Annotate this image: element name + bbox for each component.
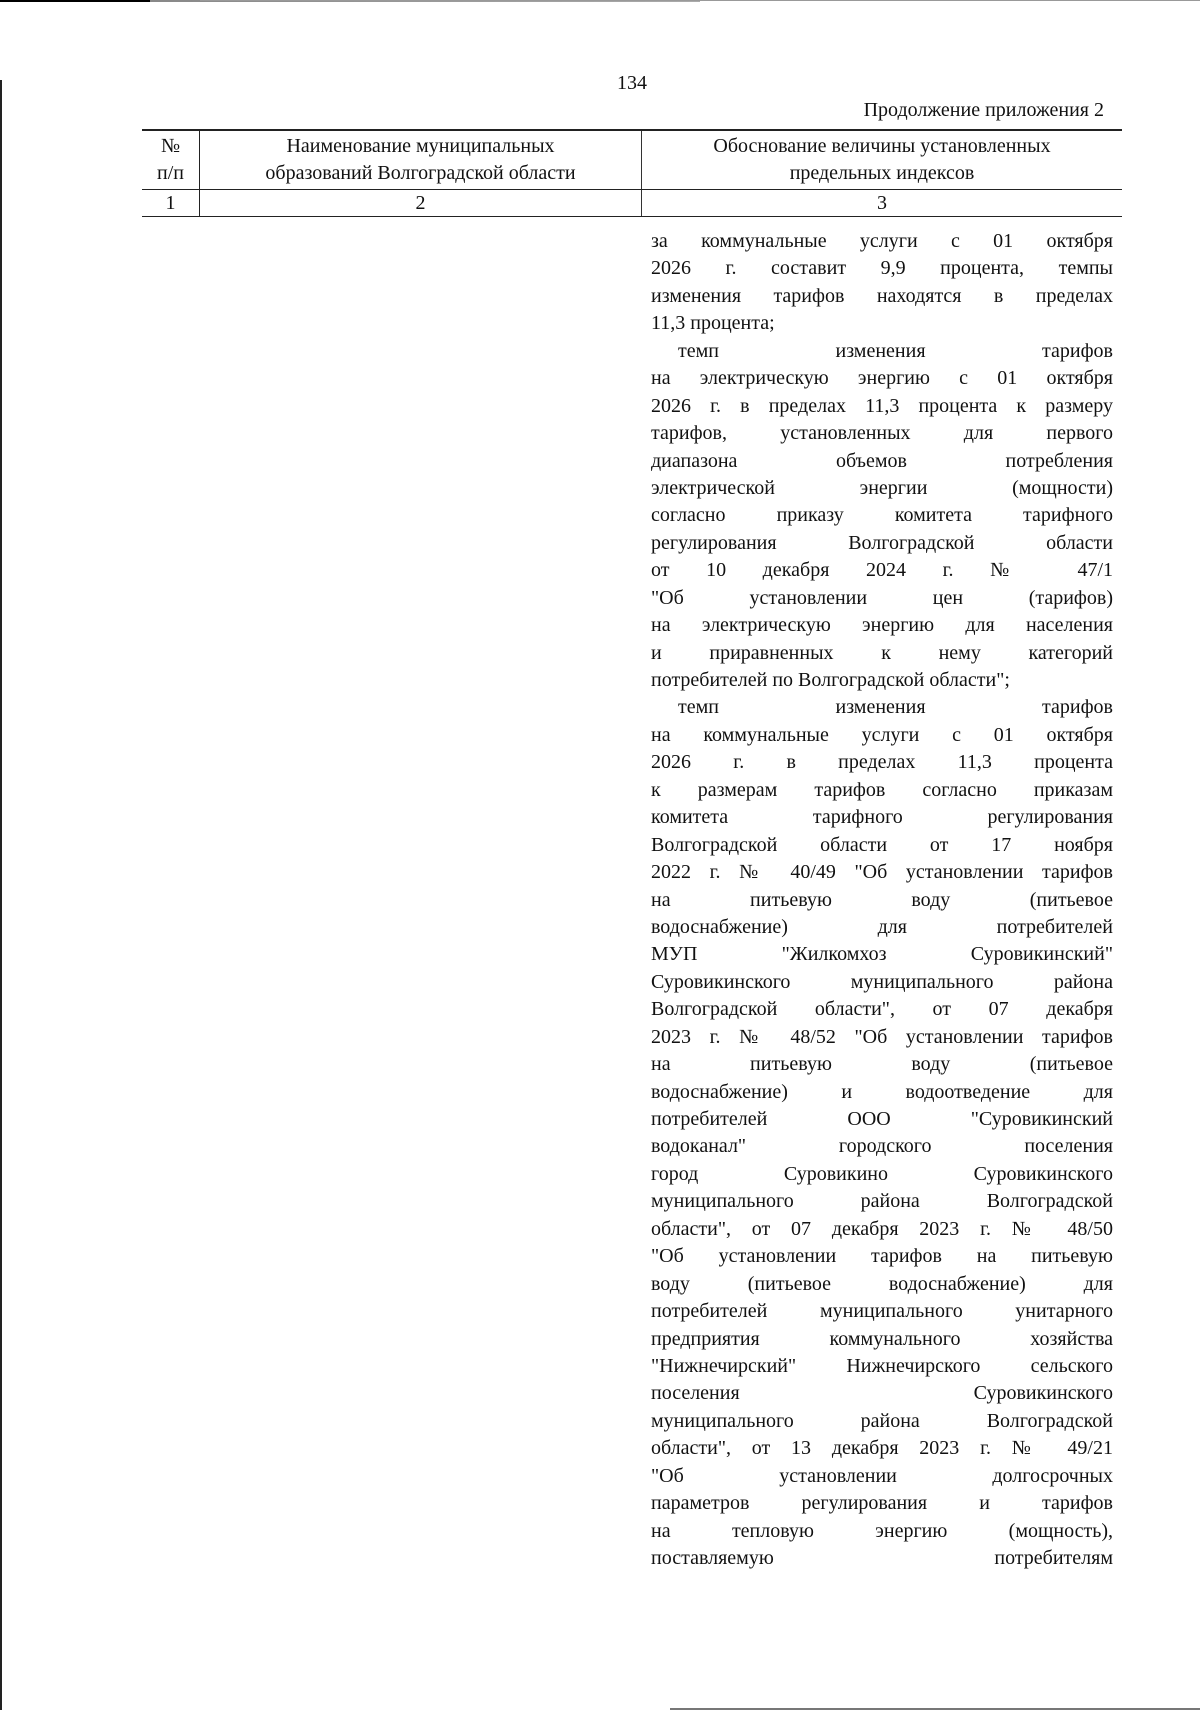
appendix-continuation-note: Продолжение приложения 2 [863,99,1104,121]
text-line: город Суровикино Суровикинского [651,1162,1113,1185]
text-line: водоканал" городского поселения [651,1135,1113,1158]
text-line: 2022 г. № 40/49 "Об установлении тарифов [651,861,1113,884]
text-line: электрической энергии (мощности) [651,476,1113,499]
text-line: 2026 г. составит 9,9 процента, темпы [651,257,1113,280]
text-line: муниципального района Волгоградской [651,1190,1113,1213]
text-line: потребителей ООО "Суровикинский [651,1108,1113,1130]
header-municipality-line-2: образований Волгоградской области [265,162,576,184]
text-line: на питьевую воду (питьевое [651,888,1113,911]
header-justification-line-1: Обоснование величины установленных [713,135,1051,157]
text-line: "Об установлении тарифов на питьевую [651,1245,1113,1268]
column-number-2: 2 [199,190,641,216]
column-number-1: 1 [165,192,176,214]
text-line: области", от 07 декабря 2023 г. № 48/50 [651,1217,1113,1240]
text-line: Суровикинского муниципального района [651,970,1113,993]
text-line: "Нижнечирский" Нижнечирского сельского [651,1354,1113,1377]
header-number-line-2: п/п [157,162,184,184]
text-line: темп изменения тарифов [678,696,1113,719]
text-line: на питьевую воду (питьевое [651,1053,1113,1076]
text-line: за коммунальные услуги с 01 октября [651,230,1113,252]
text-line: МУП "Жилкомхоз Суровикинский" [651,943,1113,966]
text-line: предприятия коммунального хозяйства [651,1327,1113,1350]
scan-artifact-left-edge [0,80,2,1710]
text-line: на тепловую энергию (мощность), [651,1519,1113,1542]
text-line: от 10 декабря 2024 г. № 47/1 [651,559,1113,582]
text-line: воду (питьевое водоснабжение) для [651,1272,1113,1295]
column-number-row [142,190,1122,217]
header-municipality-line-1: Наименование муниципальных [286,135,555,157]
text-line: поставляемую потребителям [651,1547,1113,1569]
text-line: Волгоградской области", от 07 декабря [651,998,1113,1021]
text-line: 2026 г. в пределах 11,3 процента [651,751,1113,774]
text-line: регулирования Волгоградской области [651,531,1113,554]
column-number-3: 3 [641,190,1122,216]
header-cell-municipality-name [199,131,641,189]
text-line: комитета тарифного регулирования [651,806,1113,829]
text-line: потребителей муниципального унитарного [651,1300,1113,1323]
text-line: водоснабжение) и водоотведение для [651,1080,1113,1103]
text-line: 2026 г. в пределах 11,3 процента к размеру [651,394,1113,417]
text-line: изменения тарифов находятся в пределах [651,284,1113,307]
text-line: потребителей по Волгоградской области"; [651,669,1010,691]
text-line: к размерам тарифов согласно приказам [651,778,1113,801]
text-line: диапазона объемов потребления [651,449,1113,472]
text-line: тарифов, установленных для первого [651,422,1113,445]
text-line: 2023 г. № 48/52 "Об установлении тарифов [651,1025,1113,1048]
text-line: темп изменения тарифов [678,339,1113,362]
text-line: муниципального района Волгоградской [651,1409,1113,1432]
text-line: согласно приказу комитета тарифного [651,504,1113,527]
table-header-row [142,131,1122,190]
indices-justification-table [142,129,1122,217]
header-number-line-1: № [160,135,181,157]
text-line: на коммунальные услуги с 01 октября [651,723,1113,746]
text-line: 11,3 процента; [651,312,775,335]
text-line: поселения Суровикинского [651,1382,1113,1405]
text-line: Волгоградской области от 17 ноября [651,833,1113,856]
header-cell-number [142,131,199,189]
text-line: области", от 13 декабря 2023 г. № 49/21 [651,1437,1113,1460]
text-line: "Об установлении цен (тарифов) [651,586,1113,609]
text-line: на электрическую энергию для населения [651,614,1113,637]
text-line: на электрическую энергию с 01 октября [651,367,1113,390]
text-line: и приравненных к нему категорий [651,641,1113,664]
scan-artifact-top-edge-faint [200,0,1200,1]
header-cell-justification [641,131,1122,189]
header-justification-line-2: предельных индексов [789,162,975,184]
justification-cell-text [651,228,1113,1572]
text-line: параметров регулирования и тарифов [651,1492,1113,1515]
text-line: водоснабжение) для потребителей [651,915,1113,938]
text-line: "Об установлении долгосрочных [651,1464,1113,1487]
page-number: 134 [617,72,647,94]
